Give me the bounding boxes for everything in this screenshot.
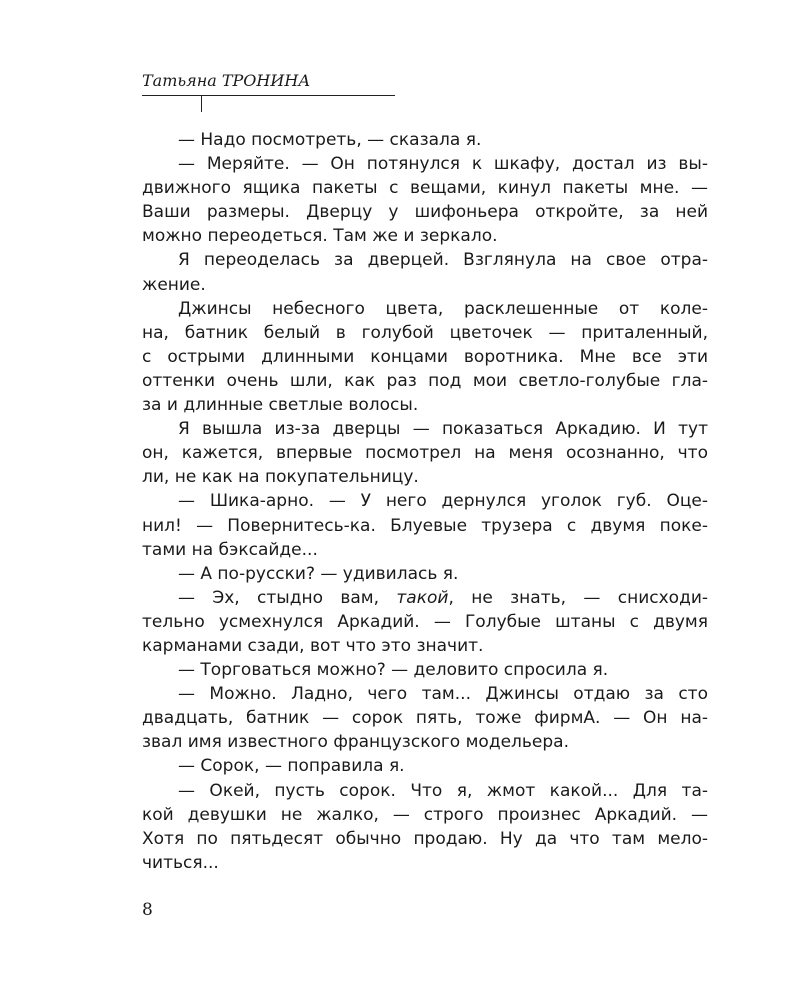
text-line: — Меряйте. — Он потянулся к шкафу, достал из вы-	[178, 154, 708, 175]
text-line: ли, не как на покупательницу.	[142, 467, 419, 488]
text-line: нил! — Повернитесь-ка. Блуевые трузера с двумя покe-	[142, 515, 708, 536]
header-rule	[142, 95, 395, 96]
text-line: звал имя известного французского модельера.	[142, 732, 569, 753]
text-line: тельно усмехнулся Аркадий. — Голубые штаны с двумя	[142, 611, 708, 632]
text-line: Джинсы небесного цвета, расклешенные от коле-	[178, 298, 708, 319]
text-line: — Сорок, — поправила я.	[178, 756, 405, 777]
text-line: на, батник белый в голубой цветочек — приталенный,	[142, 322, 708, 343]
text-line: движного ящика пакеты с вещами, кинул пакеты мне. —	[142, 178, 708, 199]
text-line: кой девушки не жалко, — строго произнес Аркадий. —	[142, 804, 708, 825]
text-line: с острыми длинными концами воротника. Мне все эти	[142, 346, 708, 367]
running-head: Татьяна ТРОНИНА	[142, 71, 311, 90]
text-line: Я вышла из-за дверцы — показаться Аркадию. И тут	[178, 419, 708, 440]
header-rule-tick	[201, 95, 202, 112]
text-line: двадцать, батник — сорок пять, тоже фирмА. — Он на-	[142, 708, 708, 729]
text-line: — Можно. Ладно, чего там... Джинсы отдаю за сто	[178, 684, 708, 705]
text-line: — Надо посмотреть, — сказала я.	[178, 130, 482, 150]
text-line: — А по-русски? — удивилась я.	[178, 563, 459, 584]
text-line: — Эх, стыдно вам, такой, не знать, — снисходи-	[178, 587, 709, 608]
text-line: Хотя по пятьдесят обычно продаю. Ну да что там мело-	[142, 828, 708, 849]
text-line: — Торговаться можно? — деловито спросила я.	[178, 660, 609, 681]
page-number: 8	[142, 900, 153, 920]
text-line: он, кажется, впервые посмотрел на меня осознанно, что	[142, 443, 708, 464]
text-body	[142, 128, 708, 875]
text-line: — Окей, пусть сорок. Что я, жмот какой... Для та-	[178, 780, 708, 801]
text-line: оттенки очень шли, как раз под мои светло-голубые гла-	[142, 370, 708, 391]
text-line: читься...	[142, 852, 219, 873]
text-line: жение.	[142, 274, 206, 295]
text-line: — Шика-арно. — У него дернулся уголок губ. Оце-	[178, 491, 708, 512]
text-line: карманами сзади, вот что это значит.	[142, 635, 484, 656]
text-line: за и длинные светлые волосы.	[142, 395, 419, 416]
text-line: можно переодеться. Там же и зеркало.	[142, 226, 498, 247]
text-line: тами на бэксайде...	[142, 539, 318, 560]
text-line: Ваши размеры. Дверцу у шифоньера откройте, за ней	[142, 202, 708, 223]
text-line: Я переоделась за дверцей. Взглянула на свое отра-	[178, 250, 708, 271]
